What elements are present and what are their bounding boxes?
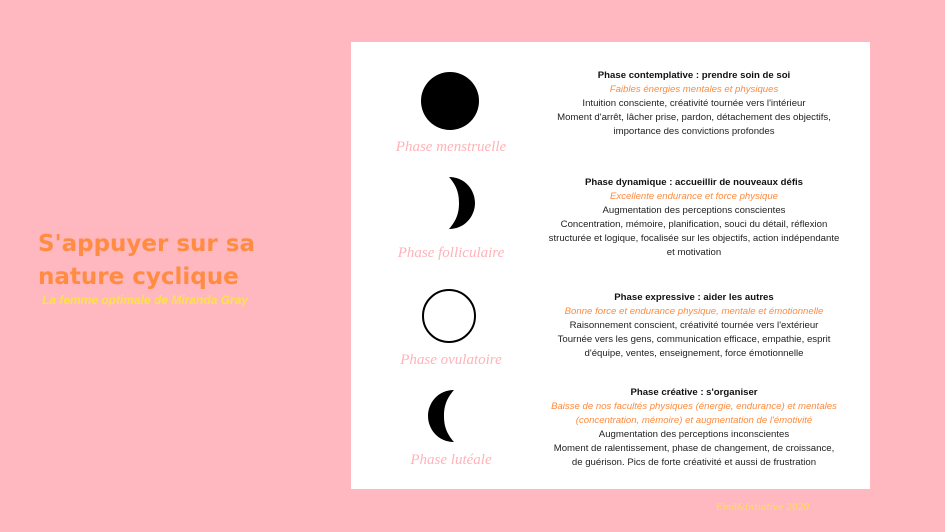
phase-line: Intuition consciente, créativité tournée vers l'intérieur <box>582 98 806 109</box>
phase-energy: (concentration, mémoire) et augmentation de l'émotivité <box>575 415 813 426</box>
full-white-moon-icon <box>421 288 477 344</box>
phase-line: structurée et logique, focalisée sur les objectifs, action indépendante <box>548 233 840 244</box>
phase-line: importance des convictions profondes <box>613 126 775 137</box>
phase-line: et motivation <box>666 247 722 258</box>
phase-heading: Phase contemplative : prendre soin de soi <box>597 70 791 81</box>
full-black-moon-icon <box>420 71 480 131</box>
phase-label: Phase folliculaire <box>397 245 505 261</box>
waxing-moon-icon <box>447 176 477 230</box>
phase-line: Concentration, mémoire, planification, souci du détail, réflexion <box>560 219 828 230</box>
phase-description <box>534 291 854 361</box>
page-subtitle: La femme optimale de Miranda Gray <box>42 293 249 307</box>
phase-line: de guérison. Pics de forte créativité et aussi de frustration <box>571 457 817 468</box>
phase-line: Augmentation des perceptions conscientes <box>602 205 786 216</box>
phase-energy: Faibles énergies mentales et physiques <box>609 84 779 95</box>
phase-energy: Bonne force et endurance physique, mentale et émotionnelle <box>564 306 824 317</box>
phase-line: Moment de ralentissement, phase de changement, de croissance, <box>553 443 835 454</box>
phase-description <box>534 176 854 260</box>
phase-line: d'équipe, ventes, enseignement, force émotionnelle <box>584 348 804 359</box>
phase-description <box>534 69 854 139</box>
phase-description <box>534 386 854 470</box>
phase-label: Phase menstruelle <box>395 139 507 155</box>
title-line-2: nature cyclique <box>38 264 239 290</box>
phase-heading: Phase expressive : aider les autres <box>614 292 774 303</box>
title-line-1: S'appuyer sur sa <box>38 231 255 257</box>
phase-heading: Phase dynamique : accueillir de nouveaux défis <box>584 177 804 188</box>
phase-line: Augmentation des perceptions inconscientes <box>598 429 790 440</box>
phase-line: Tournée vers les gens, communication efficace, empathie, esprit <box>557 334 831 345</box>
phase-line: Raisonnement conscient, créativité tournée vers l'extérieur <box>569 320 819 331</box>
phase-energy: Baisse de nos facultés physiques (énergie, endurance) et mentales <box>551 401 837 412</box>
phase-energy: Excellente endurance et force physique <box>610 191 778 202</box>
phase-label: Phase lutéale <box>410 452 492 468</box>
phase-line: Moment d'arrêt, lâcher prise, pardon, détachement des objectifs, <box>557 112 831 123</box>
waning-moon-icon <box>426 389 456 443</box>
footer-signature: Emil&Intuitive 2020 <box>716 503 810 513</box>
phases-card <box>351 42 870 489</box>
phase-heading: Phase créative : s'organiser <box>630 387 758 398</box>
phase-label: Phase ovulatoire <box>400 352 502 368</box>
page-title <box>38 228 255 294</box>
